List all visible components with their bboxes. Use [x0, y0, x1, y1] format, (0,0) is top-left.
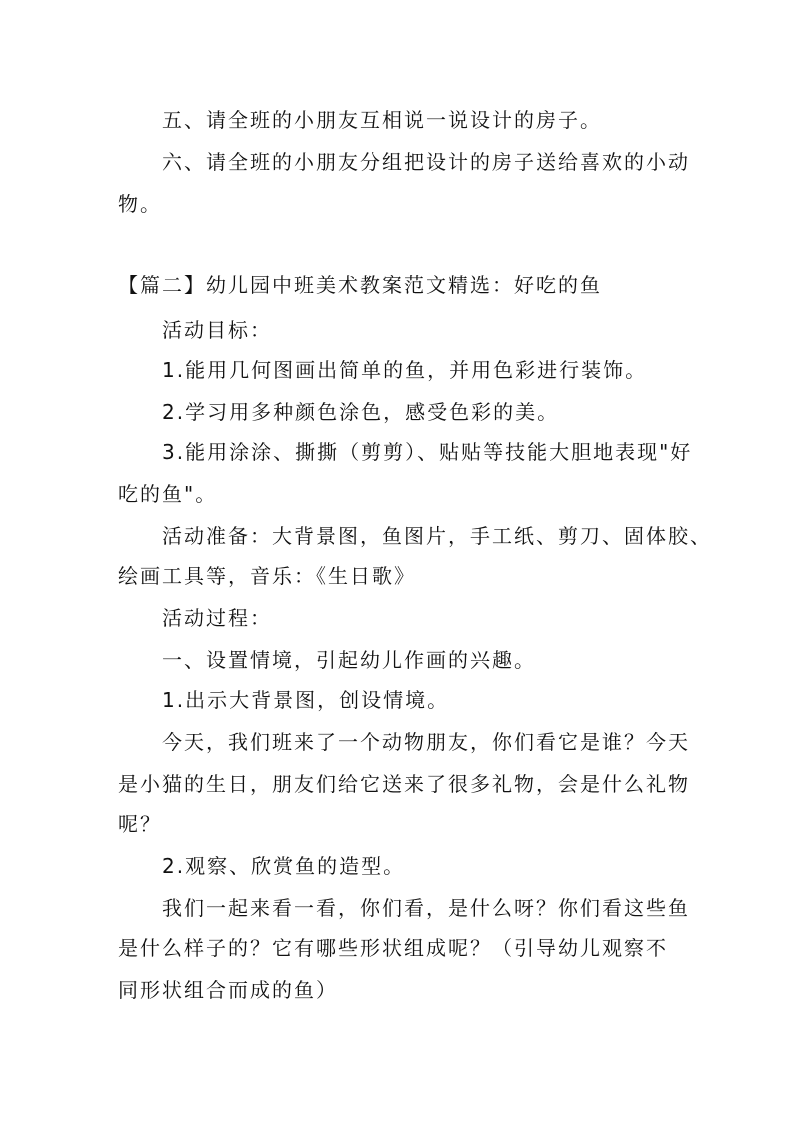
- text-line: 呢？: [118, 812, 162, 836]
- text-line: 3.能用涂涂、撕撕（剪剪）、贴贴等技能大胆地表现"好: [162, 440, 693, 464]
- text-line: 同形状组合而成的鱼）: [118, 978, 338, 1002]
- text-line: 吃的鱼"。: [118, 482, 218, 506]
- text-line: 活动准备：大背景图，鱼图片，手工纸、剪刀、固体胶、: [162, 524, 712, 548]
- text-line: 五、请全班的小朋友互相说一说设计的房子。: [162, 108, 602, 132]
- text-line: 是什么样子的？它有哪些形状组成呢？（引导幼儿观察不: [118, 936, 668, 960]
- text-line: 活动过程：: [162, 606, 272, 630]
- text-line: 活动目标：: [162, 318, 272, 342]
- text-line: 物。: [118, 192, 162, 216]
- section-heading: 【篇二】幼儿园中班美术教案范文精选：好吃的鱼: [118, 273, 602, 297]
- text-line: 一、设置情境，引起幼儿作画的兴趣。: [162, 648, 536, 672]
- text-line: 我们一起来看一看，你们看，是什么呀？你们看这些鱼: [162, 896, 690, 920]
- text-line: 绘画工具等，音乐：《生日歌》: [118, 564, 416, 588]
- text-line: 2.学习用多种颜色涂色，感受色彩的美。: [162, 400, 560, 424]
- text-line: 六、请全班的小朋友分组把设计的房子送给喜欢的小动: [162, 150, 690, 174]
- text-line: 1.出示大背景图，创设情境。: [162, 688, 450, 712]
- text-line: 是小猫的生日，朋友们给它送来了很多礼物，会是什么礼物: [118, 772, 690, 796]
- text-line: 2.观察、欣赏鱼的造型。: [162, 854, 406, 878]
- text-line: 1.能用几何图画出简单的鱼，并用色彩进行装饰。: [162, 358, 648, 382]
- text-line: 今天，我们班来了一个动物朋友，你们看它是谁？今天: [162, 730, 690, 754]
